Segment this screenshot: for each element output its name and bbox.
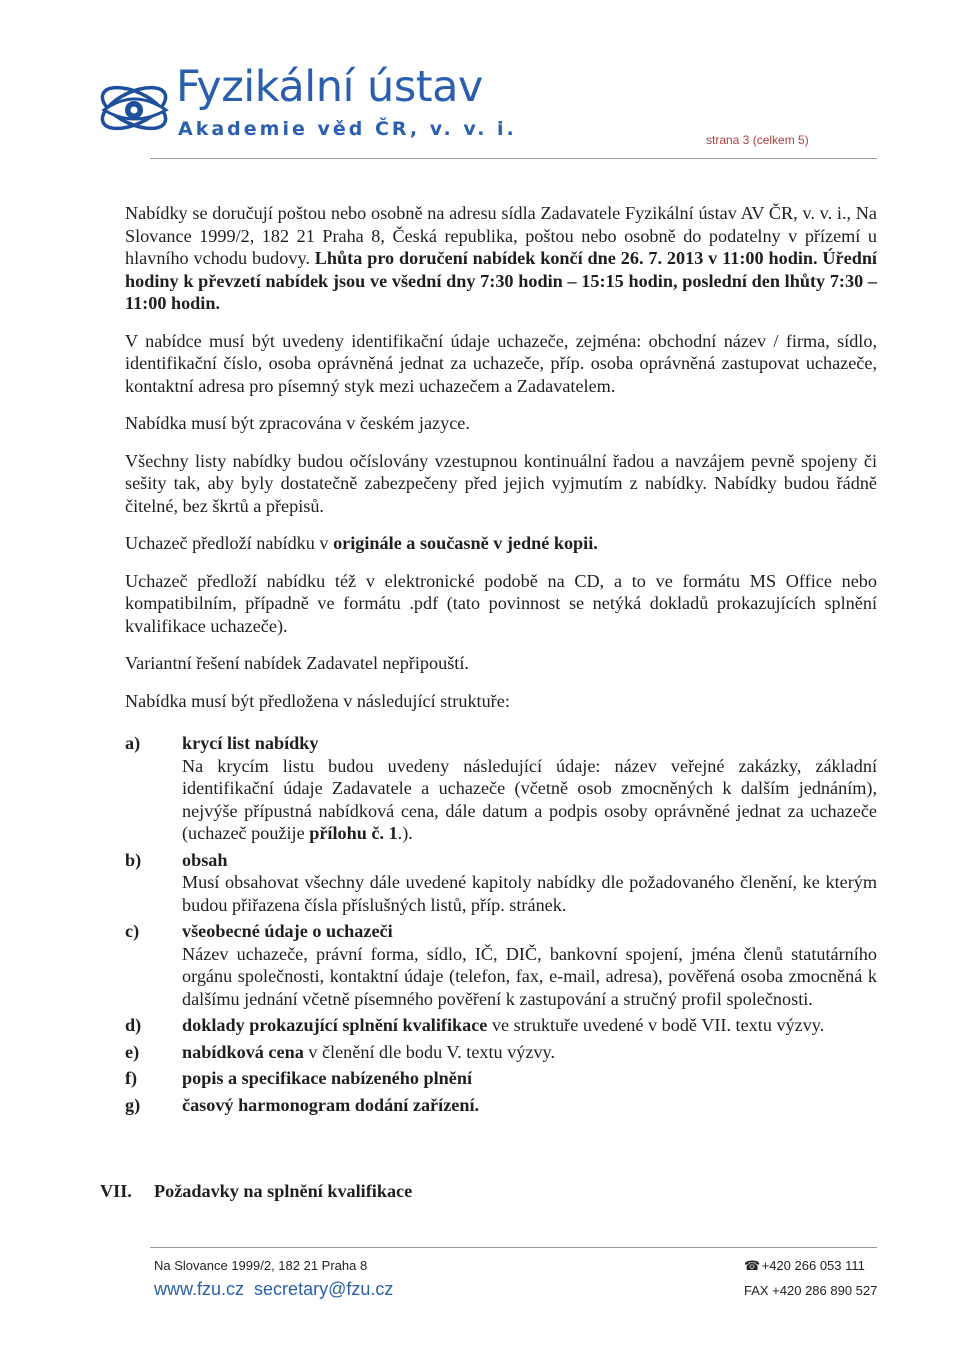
section-number: VII. bbox=[100, 1181, 132, 1201]
delivery-text: Nabídky se doručují poštou nebo osobně na adresu sídla Zadavatele Fyzikální ústav AV ČR, v. v. i., Na Slovance 1999/2, 182 21 Praha 8, Česká republika, poštou nebo osobně do podatelny v přízemí u hlavního vchodu budovy. bbox=[125, 203, 877, 268]
email-link[interactable]: secretary@fzu.cz bbox=[254, 1279, 394, 1299]
deadline-text: Lhůta pro doručení nabídek končí dne 26. 7. 2013 v 11:00 hodin. Úřední hodiny k převzetí nabídek jsou ve všední dny 7:30 hodin – 15:15 hodin, poslední den lhůty 7:30 – 11:00 hodin. bbox=[125, 248, 877, 313]
original-copy-paragraph bbox=[125, 532, 877, 555]
website-link[interactable]: www.fzu.cz bbox=[154, 1279, 245, 1299]
list-item-desc: Název uchazeče, právní forma, sídlo, IČ, DIČ, bankovní spojení, jména členů statutárního orgánu společnosti, kontaktní údaje (telefon, fax, e-mail, adresa), pověřená osoba zmocněná k dalšímu jednání včetně písemného pověření k zastupování a stručný profil společnosti. bbox=[182, 943, 877, 1009]
list-item-title: obsah bbox=[182, 849, 228, 870]
list-item-desc: Musí obsahovat všechny dále uvedené kapitoly nabídky dle požadovaného členění, ke kterým budou přiřazena čísla příslušných listů, příp. stránek. bbox=[182, 872, 877, 915]
list-item-letter: e) bbox=[125, 1041, 140, 1062]
list-item-letter: g) bbox=[125, 1094, 141, 1115]
document-body bbox=[125, 202, 877, 727]
header-divider bbox=[150, 158, 877, 159]
structure-paragraph: Nabídka musí být předložena v následující struktuře: bbox=[125, 690, 510, 711]
list-item-tail: ve struktuře uvedené v bodě VII. textu výzvy. bbox=[487, 1015, 825, 1035]
footer-links bbox=[154, 1279, 393, 1300]
list-item bbox=[125, 1041, 877, 1064]
original-copy-bold: originále a současně v jedné kopii. bbox=[333, 533, 598, 553]
identification-paragraph: V nabídce musí být uvedeny identifikační údaje uchazeče, zejména: obchodní název / firma, sídlo, identifikační číslo, osoba oprávněná jednat za uchazeče, příp. osoba oprávněná zastupovat uchazeče, kontaktní adresa pro písemný styk mezi uchazečem a Zadavatelem. bbox=[125, 330, 877, 396]
list-item bbox=[125, 732, 877, 845]
list-item-letter: b) bbox=[125, 849, 142, 870]
variant-paragraph: Variantní řešení nabídek Zadavatel nepřipouští. bbox=[125, 653, 469, 673]
list-item-title: doklady prokazující splnění kvalifikace bbox=[182, 1015, 488, 1035]
list-item-title: popis a specifikace nabízeného plnění bbox=[182, 1068, 473, 1088]
page-number: strana 3 (celkem 5) bbox=[706, 133, 809, 147]
list-item-title: všeobecné údaje o uchazeči bbox=[182, 921, 393, 941]
list-item-desc: Na krycím listu budou uvedeny následující údaje: název veřejné zakázky, základní identifikační údaje Zadavatele a uchazeče (včetně osob zmocněných k dalším jednáním), nejvýše přípustná nabídková cena, dále datum a podpis osoby oprávněné jednat za uchazeče (uchazeč použije přílohu č. 1.). bbox=[182, 755, 877, 843]
logo-subtitle: Akademie věd ČR, v. v. i. bbox=[178, 118, 517, 140]
list-item bbox=[125, 1014, 877, 1037]
list-item bbox=[125, 849, 877, 917]
list-item-letter: c) bbox=[125, 921, 140, 941]
phone-number: +420 266 053 111 bbox=[761, 1258, 865, 1273]
list-item-title: nabídková cena bbox=[182, 1041, 304, 1062]
structure-list bbox=[125, 732, 877, 1120]
logo-title: Fyzikální ústav bbox=[176, 62, 483, 112]
electronic-paragraph: Uchazeč předloží nabídku též v elektronické podobě na CD, a to ve formátu MS Office nebo kompatibilním, případně ve formátu .pdf (tato povinnost se netýká dokladů prokazujících splnění kvalifikace uchazeče). bbox=[125, 570, 877, 636]
pages-paragraph: Všechny listy nabídky budou očíslovány vzestupnou kontinuální řadou a navzájem pevně spojeny či sešity tak, aby byly dostatečně zabezpečeny před jejich vyjmutím z nabídky. Nabídky budou řádně čitelné, bez škrtů a přepisů. bbox=[125, 450, 877, 516]
list-item bbox=[125, 1094, 877, 1117]
footer-divider bbox=[150, 1247, 877, 1248]
list-item-title: časový harmonogram dodání zařízení. bbox=[182, 1094, 480, 1115]
list-item-letter: a) bbox=[125, 733, 141, 753]
institute-logo bbox=[96, 62, 517, 150]
footer-address: Na Slovance 1999/2, 182 21 Praha 8 bbox=[154, 1258, 368, 1273]
delivery-paragraph bbox=[125, 202, 877, 315]
language-paragraph: Nabídka musí být zpracována v českém jazyce. bbox=[125, 413, 470, 433]
eye-atom-logo-icon bbox=[96, 66, 176, 150]
list-item-letter: f) bbox=[125, 1068, 138, 1088]
section-title: Požadavky na splnění kvalifikace bbox=[154, 1181, 413, 1201]
original-copy-text: Uchazeč předloží nabídku v bbox=[125, 533, 334, 553]
list-item bbox=[125, 920, 877, 1010]
list-item-title: krycí list nabídky bbox=[182, 733, 319, 753]
list-item-letter: d) bbox=[125, 1015, 142, 1035]
footer-phone bbox=[744, 1258, 865, 1274]
list-item bbox=[125, 1067, 877, 1090]
footer-fax: FAX +420 286 890 527 bbox=[744, 1283, 878, 1298]
list-item-tail: v členění dle bodu V. textu výzvy. bbox=[303, 1041, 556, 1062]
telephone-icon: ☎ bbox=[744, 1258, 761, 1273]
